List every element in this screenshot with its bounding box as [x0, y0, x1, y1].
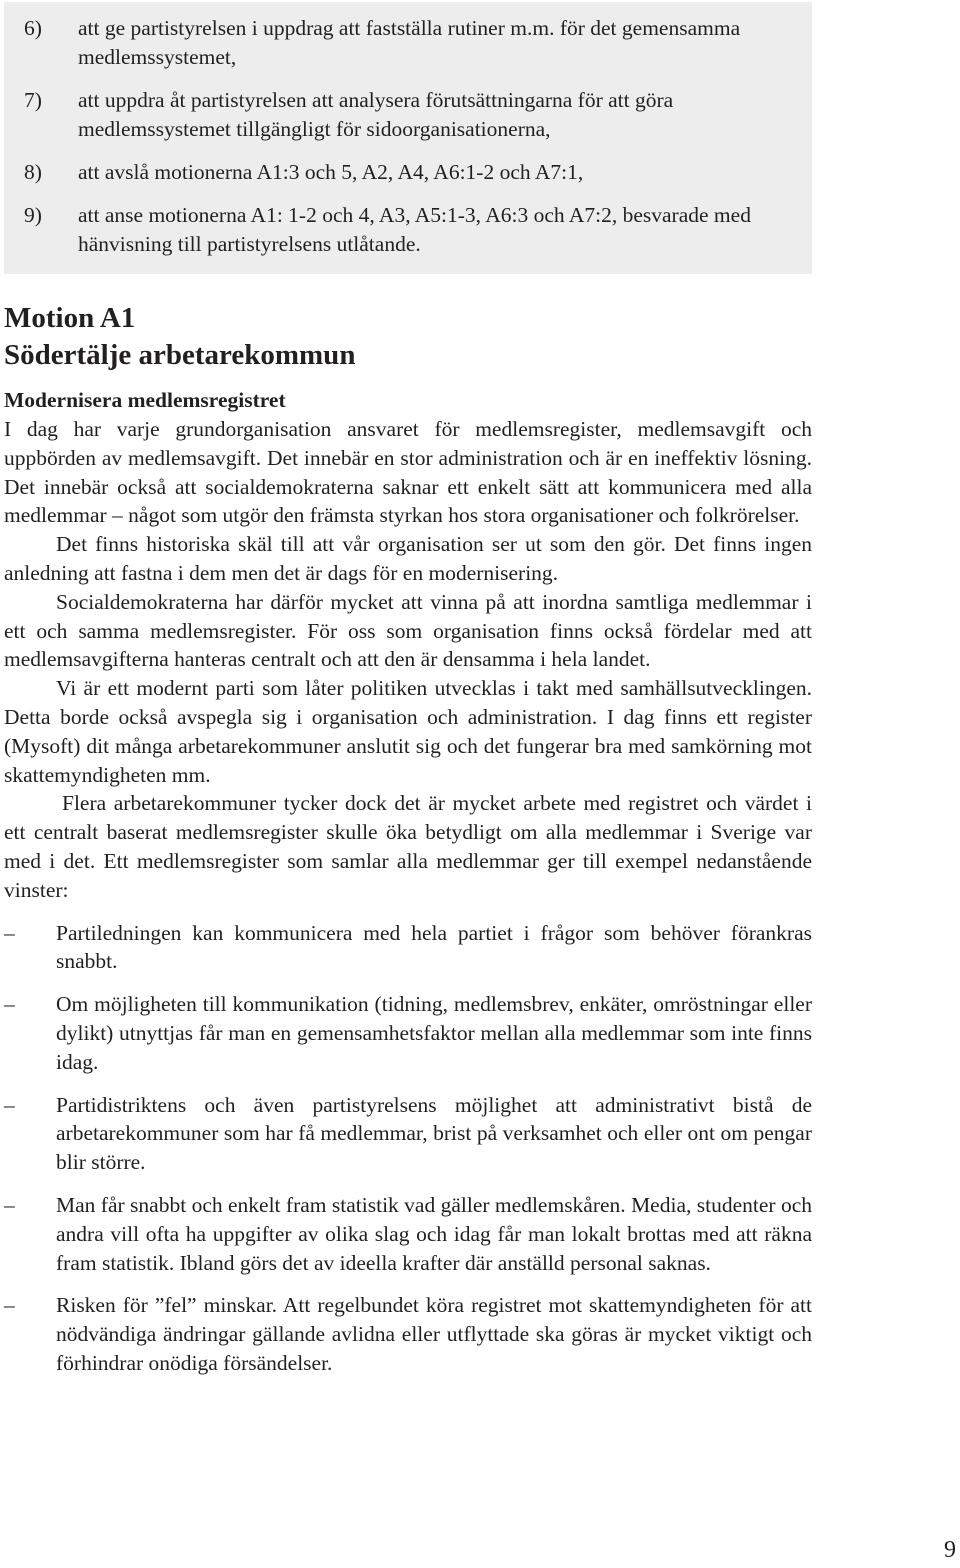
- list-item-text: Risken för ”fel” minskar. Att regelbundet köra registret mot skattemyndigheten för att nödvändiga ändringar gällande avlidna eller utflyttade ska göras är mycket viktigt och förhindrar onödiga försändelser.: [56, 1293, 812, 1375]
- body-paragraph: Socialdemokraterna har därför mycket att vinna på att inordna samtliga medlemmar i ett och samma medlemsregister. För oss som organisation finns också fördelar med att medlemsavgifterna hanteras centralt och att den är densamma i hela landet.: [4, 589, 812, 672]
- dash-marker: –: [4, 1192, 15, 1217]
- decision-text: att uppdra åt partistyrelsen att analysera förutsättningarna för att göra medlemssystemet tillgängligt för sidoorganisationerna,: [78, 88, 674, 141]
- list-item: [4, 919, 812, 977]
- body-paragraph: Flera arbetarekommuner tycker dock det är mycket arbete med registret och värdet i ett centralt baserat medlemsregister skulle öka betydligt om alla medlemmar i Sverige var med i det. Ett medlemsregister som samlar alla medlemmar ger till exempel nedanstående vinster:: [4, 791, 812, 902]
- motion-title: [4, 300, 812, 374]
- list-item-text: Partiledningen kan kommunicera med hela partiet i frågor som behöver förankras snabbt.: [56, 920, 812, 974]
- list-item: [4, 990, 812, 1076]
- decision-number: 7): [24, 88, 42, 112]
- dash-marker: –: [4, 920, 15, 945]
- list-item-text: Partidistriktens och även partistyrelsens möjlighet att administrativt bistå de arbetarekommuner som har få medlemmar, brist på verksamhet och eller ont om pengar blir större.: [56, 1092, 812, 1175]
- body-paragraph: Det finns historiska skäl till att vår organisation ser ut som den gör. Det finns ingen anledning att fastna i dem men det är dags för en modernisering.: [4, 532, 812, 585]
- motion-number: Motion A1: [4, 302, 136, 334]
- decision-item: [4, 86, 812, 144]
- benefits-list: [4, 919, 812, 1378]
- decision-number: 8): [24, 160, 42, 184]
- dash-marker: –: [4, 1293, 15, 1318]
- decision-item: [4, 14, 812, 72]
- decision-number: 9): [24, 203, 42, 227]
- dash-marker: –: [4, 992, 15, 1017]
- motion-subtitle: Modernisera medlemsregistret: [4, 388, 286, 412]
- motion-author: Södertälje arbetarekommun: [4, 339, 356, 371]
- dash-marker: –: [4, 1092, 15, 1117]
- body-paragraph: I dag har varje grundorganisation ansvaret för medlemsregister, medlemsavgift och uppbörden av medlemsavgift. Det innebär en stor administration och är en ineffektiv lösning. Det innebär också att socialdemokraterna saknar ett enkelt sätt att kommunicera med alla medlemmar – något som utgör den främsta styrkan hos stora organisationer och folkrörelser.: [4, 417, 812, 528]
- decision-text: att avslå motionerna A1:3 och 5, A2, A4, A6:1-2 och A7:1,: [78, 160, 584, 184]
- list-item: [4, 1091, 812, 1177]
- list-item: [4, 1191, 812, 1277]
- decision-text: att anse motionerna A1: 1-2 och 4, A3, A5:1-3, A6:3 och A7:2, besvarade med hänvisning till partistyrelsens utlåtande.: [78, 203, 751, 256]
- motion-body: [4, 415, 812, 1392]
- page-number: 9: [944, 1537, 956, 1563]
- body-paragraph: Vi är ett modernt parti som låter politiken utvecklas i takt med samhällsutvecklingen. Detta borde också avspegla sig i organisation och administration. I dag finns ett register (Mysoft) dit många arbetarekommuner anslutit sig och det fungerar bra med samkörning mot skattemyndigheten mm.: [4, 676, 812, 787]
- decision-number: 6): [24, 16, 42, 40]
- decision-item: [4, 201, 812, 259]
- list-item-text: Om möjligheten till kommunikation (tidning, medlemsbrev, enkäter, omröstningar eller dylikt) utnyttjas får man en gemensamhetsfaktor mellan alla medlemmar som inte finns idag.: [56, 992, 812, 1074]
- decision-text: att ge partistyrelsen i uppdrag att fastställa rutiner m.m. för det gemensamma medlemssystemet,: [78, 16, 741, 69]
- decision-box: [4, 2, 812, 274]
- decision-item: [4, 158, 812, 187]
- list-item-text: Man får snabbt och enkelt fram statistik vad gäller medlemskåren. Media, studenter och andra vill ofta ha uppgifter av olika slag och idag får man lokalt brottas med att räkna fram statistik. Ibland görs det av ideella krafter där anställd personal saknas.: [56, 1192, 812, 1275]
- list-item: [4, 1291, 812, 1377]
